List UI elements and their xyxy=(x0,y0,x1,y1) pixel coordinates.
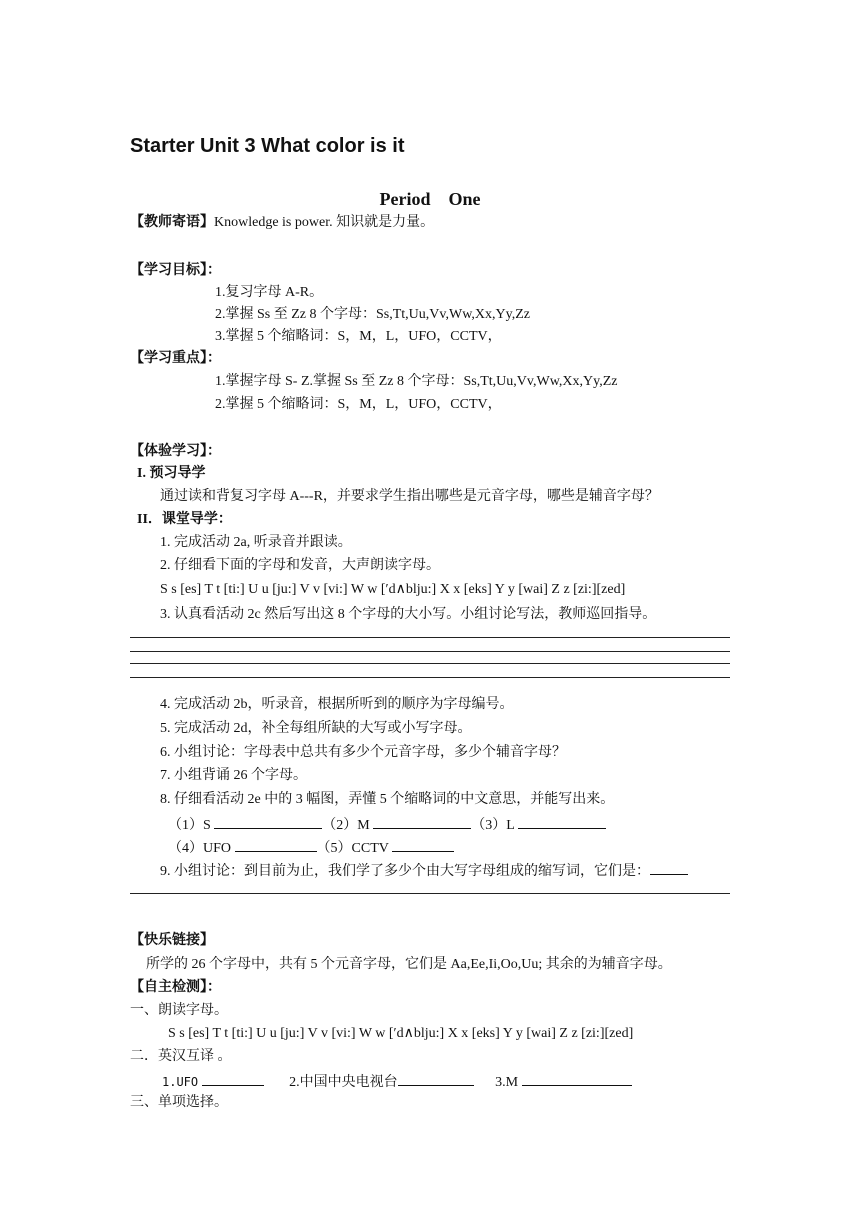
translate-item: 3.M xyxy=(495,1075,519,1090)
abbr-label: （1）S xyxy=(168,818,211,833)
goal-item: 3.掌握 5 个缩略词：S，M，L，UFO，CCTV， xyxy=(215,329,502,344)
abbr-answer-blank[interactable] xyxy=(392,837,454,852)
selftest-question: 二．英汉互译 。 xyxy=(130,1049,232,1064)
translate-item: 2.中国中央电视台 xyxy=(289,1075,398,1090)
writing-line[interactable] xyxy=(130,893,730,894)
class-step: 8. 仔细看活动 2e 中的 3 幅图，弄懂 5 个缩略词的中文意思，并能写出来。 xyxy=(160,792,615,807)
preview-heading: I. 预习导学 xyxy=(137,466,206,481)
experience-heading: 【体验学习】： xyxy=(130,444,221,459)
period-title: Period One xyxy=(379,189,481,209)
class-step: 5. 完成活动 2d，补全每组所缺的大写或小写字母。 xyxy=(160,721,472,736)
abbr-label: （2）M xyxy=(322,818,370,833)
writing-line[interactable] xyxy=(130,663,730,664)
abbr-answer-blank[interactable] xyxy=(518,814,606,829)
keypoint-item: 1.掌握字母 S- Z.掌握 Ss 至 Zz 8 个字母：Ss,Tt,Uu,Vv,Ww,Xx,Yy,Zz xyxy=(215,374,618,389)
step9-answer-blank[interactable] xyxy=(650,860,688,875)
class-step: 4. 完成活动 2b，听录音，根据所听到的顺序为字母编号。 xyxy=(160,697,514,712)
translate-item: 1.UFO xyxy=(162,1075,199,1089)
motto-label: 【教师寄语】 xyxy=(130,215,214,230)
writing-line[interactable] xyxy=(130,637,730,638)
abbr-row-2 xyxy=(168,837,454,858)
writing-line[interactable] xyxy=(130,651,730,652)
class-step: 6. 小组讨论：字母表中总共有多少个元音字母，多少个辅音字母？ xyxy=(160,745,566,760)
class-step: 3. 认真看活动 2c 然后写出这 8 个字母的大小写。小组讨论写法，教师巡回指导。 xyxy=(160,607,657,622)
writing-line[interactable] xyxy=(130,677,730,678)
abbr-answer-blank[interactable] xyxy=(214,814,322,829)
class-step: 2. 仔细看下面的字母和发音，大声朗读字母。 xyxy=(160,558,440,573)
class-heading: II．课堂导学： xyxy=(137,512,232,527)
goals-heading: 【学习目标】： xyxy=(130,263,221,278)
translate-answer-blank[interactable] xyxy=(202,1071,264,1086)
abbr-answer-blank[interactable] xyxy=(373,814,471,829)
class-step xyxy=(160,860,688,881)
translate-answer-blank[interactable] xyxy=(398,1071,474,1086)
phonetics-line: S s [es] T t [ti:] U u [ju:] V v [vi:] W w [′d∧blju:] X x [eks] Y y [wai] Z z [zi:][zed] xyxy=(160,582,626,597)
goal-item: 2.掌握 Ss 至 Zz 8 个字母：Ss,Tt,Uu,Vv,Ww,Xx,Yy,Zz xyxy=(215,307,530,322)
teacher-motto xyxy=(130,214,434,232)
preview-text: 通过读和背复习字母 A---R，并要求学生指出哪些是元音字母，哪些是辅音字母？ xyxy=(160,489,659,504)
class-step: 7. 小组背诵 26 个字母。 xyxy=(160,768,307,783)
abbr-row-1 xyxy=(168,814,606,835)
step9-text: 9. 小组讨论：到目前为止，我们学了多少个由大写字母组成的缩写词，它们是： xyxy=(160,864,650,879)
selftest-question: 三、单项选择。 xyxy=(130,1095,228,1110)
goal-item: 1.复习字母 A-R。 xyxy=(215,285,324,300)
translate-row xyxy=(162,1071,632,1092)
link-heading: 【快乐链接】 xyxy=(130,933,214,948)
abbr-label: （3）L xyxy=(471,818,515,833)
motto-text: Knowledge is power. 知识就是力量。 xyxy=(214,215,435,230)
translate-answer-blank[interactable] xyxy=(522,1071,632,1086)
keypoint-item: 2.掌握 5 个缩略词：S，M，L，UFO，CCTV， xyxy=(215,397,502,412)
selftest-question: 一、朗读字母。 xyxy=(130,1003,228,1018)
selftest-heading: 【自主检测】： xyxy=(130,980,221,995)
class-step: 1. 完成活动 2a, 听录音并跟读。 xyxy=(160,535,352,550)
abbr-label: （4）UFO xyxy=(168,841,232,856)
unit-title: Starter Unit 3 What color is it xyxy=(130,135,405,157)
keypoints-heading: 【学习重点】： xyxy=(130,351,221,366)
abbr-label: （5）CCTV xyxy=(316,841,389,856)
abbr-answer-blank[interactable] xyxy=(235,837,317,852)
selftest-phonetics: S s [es] T t [ti:] U u [ju:] V v [vi:] W w [′d∧blju:] X x [eks] Y y [wai] Z z [zi:][zed] xyxy=(168,1026,634,1041)
link-text: 所学的 26 个字母中，共有 5 个元音字母，它们是 Aa,Ee,Ii,Oo,Uu; 其余的为辅音字母。 xyxy=(146,957,672,972)
